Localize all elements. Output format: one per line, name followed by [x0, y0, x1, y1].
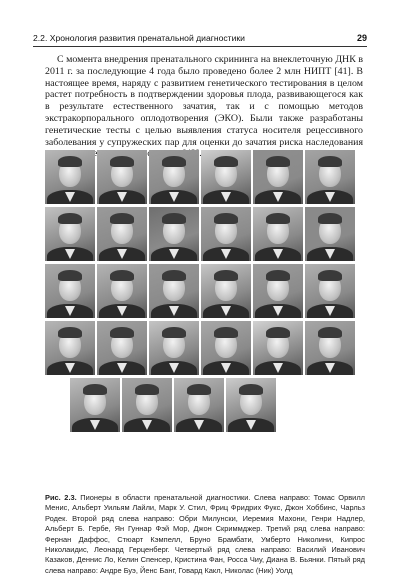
portrait-photo — [45, 207, 95, 261]
caption-text: Пионеры в области пренатальной диагностики. Слева направо: Томас Орвилл Менис, Альберт Уильям Лайли, Марк У. Стил, Фриц Фридрих Фукс, Джон Хоббинс, Чарльз Родек. Второй ряд слева направо: Обри Милунски, Иеремия Махони, Генри Надлер, Альберт Б. Гербе, Ян Гуннар Фэй Мор, Джон Скриммджер. Третий ряд слева направо: Фернан Даффос, Стюарт Кэмпелл, Бруно Брамбати, Умберто Николини, Кипрос Николаидис, Леонард Герценберг. Четвертый ряд слева направо: Василий Иванович Казаков, Деннис Ло, Келин Спенсер, Кристина Фан, Росса Чиу, Диана В. Бьянки. Пятый ряд слева направо: Андре Буэ, Йенс Банг, Говард Какл, Николас (Ник) Уолд — [45, 493, 365, 575]
portrait-row — [45, 378, 350, 432]
body-text — [45, 54, 363, 160]
portrait-photo — [97, 321, 147, 375]
portrait-grid-figure — [45, 150, 350, 435]
portrait-photo — [149, 150, 199, 204]
figure-caption — [45, 493, 365, 576]
caption-label: Рис. 2.3. — [45, 493, 77, 502]
header-rule — [33, 46, 367, 47]
portrait-photo — [253, 264, 303, 318]
portrait-photo — [201, 321, 251, 375]
portrait-photo — [149, 207, 199, 261]
portrait-photo — [70, 378, 120, 432]
portrait-photo — [305, 207, 355, 261]
portrait-photo — [305, 321, 355, 375]
portrait-photo — [226, 378, 276, 432]
portrait-photo — [45, 150, 95, 204]
portrait-photo — [305, 264, 355, 318]
portrait-photo — [174, 378, 224, 432]
portrait-row — [45, 264, 350, 318]
portrait-row — [45, 150, 350, 204]
portrait-photo — [97, 264, 147, 318]
portrait-photo — [253, 207, 303, 261]
portrait-photo — [201, 150, 251, 204]
portrait-photo — [149, 264, 199, 318]
paragraph: С момента внедрения пренатального скрининга на внеклеточную ДНК в 2011 г. за последующие 4 года было проведено более 2 млн НИПТ [41]. В настоящее время, наряду с развитием генетического тестирования в целом растет потребность в подтверждении здоровья плода, развивающегося как в результате естественного зачатия, так и с помощью методов экстракорпорального оплодотворения (ЭКО). Были также разработаны генетические тесты с целью выявления статуса носителя рецессивного заболевания у супружеских пар для оценки до зачатия риска наследования — [45, 54, 363, 148]
page-number: 29 — [356, 33, 367, 43]
portrait-photo — [201, 264, 251, 318]
portrait-photo — [45, 321, 95, 375]
running-header — [33, 33, 367, 43]
portrait-row — [45, 321, 350, 375]
portrait-photo — [253, 150, 303, 204]
portrait-photo — [45, 264, 95, 318]
portrait-photo — [201, 207, 251, 261]
portrait-photo — [305, 150, 355, 204]
portrait-photo — [97, 150, 147, 204]
portrait-photo — [97, 207, 147, 261]
portrait-row — [45, 207, 350, 261]
portrait-photo — [253, 321, 303, 375]
portrait-photo — [122, 378, 172, 432]
section-title: 2.2. Хронология развития пренатальной диагностики — [33, 33, 245, 43]
portrait-photo — [149, 321, 199, 375]
